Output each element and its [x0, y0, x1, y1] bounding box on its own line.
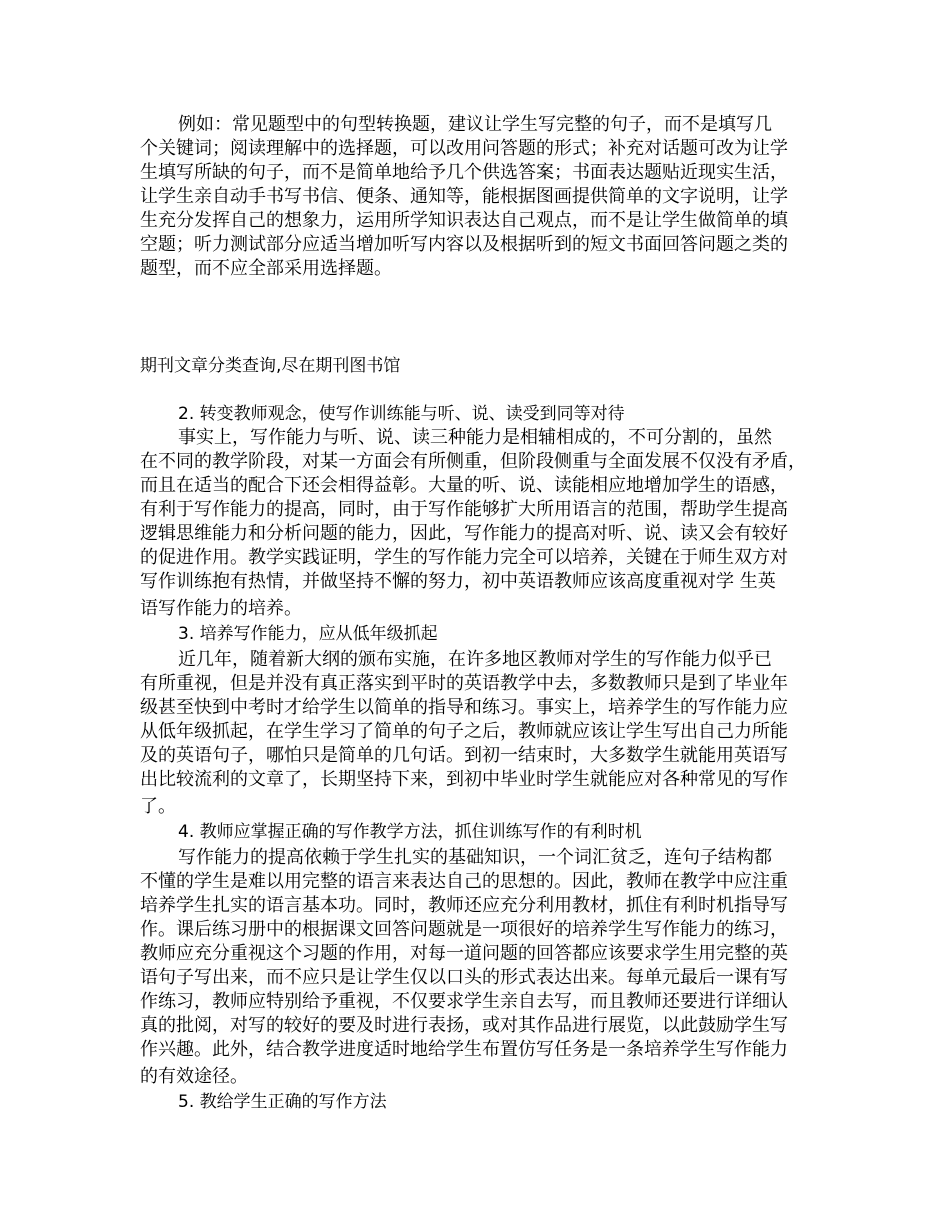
intro-line: 生填写所缺的句子，而不是简单地给予几个供选答案；书面表达题贴近现实生活，: [140, 162, 788, 183]
paragraph-line: 写作能力的提高依赖于学生扎实的基础知识，一个词汇贫乏，连句子结构都: [178, 847, 772, 868]
paragraph-line: 出比较流利的文章了，长期坚持下来，到初中毕业时学生就能应对各种常见的写作: [140, 769, 788, 790]
paragraph-line: 及的英语句子，哪怕只是简单的几句话。到初一结束时，大多数学生就能用英语写: [140, 745, 788, 766]
promo-text: 期刊文章分类查询,尽在期刊图书馆: [140, 356, 401, 376]
intro-line: 题型，而不应全部采用选择题。: [140, 258, 392, 279]
paragraph-line: 的有效途径。: [140, 1066, 248, 1087]
section-heading: 4. 教师应掌握正确的写作教学方法，抓住训练写作的有利时机: [178, 822, 642, 842]
paragraph-line: 作练习，教师应特别给予重视，不仅要求学生亲自去写，而且教师还要进行详细认: [140, 991, 788, 1012]
paragraph-line: 真的批阅，对写的较好的要及时进行表扬，或对其作品进行展览，以此鼓励学生写: [140, 1015, 788, 1036]
paragraph-line: 从低年级抓起，在学生学习了简单的句子之后，教师就应该让学生写出自己力所能: [140, 721, 788, 742]
intro-line: 空题；听力测试部分应适当增加听写内容以及根据听到的短文书面回答问题之类的: [140, 234, 788, 255]
paragraph-line: 近几年，随着新大纲的颁布实施，在许多地区教师对学生的写作能力似乎已: [178, 649, 772, 670]
paragraph-line: 的促进作用。教学实践证明，学生的写作能力完全可以培养，关键在于师生双方对: [140, 547, 788, 568]
paragraph-line: 语写作能力的培养。: [140, 598, 302, 619]
paragraph-line: 语句子写出来，而不应只是让学生仅以口头的形式表达出来。每单元最后一课有写: [140, 967, 788, 988]
intro-line: 生充分发挥自己的想象力，运用所学知识表达自己观点，而不是让学生做简单的填: [140, 210, 788, 231]
paragraph-line: 在不同的教学阶段，对某一方面会有所侧重，但阶段侧重与全面发展不仅没有矛盾，: [140, 451, 806, 472]
section-heading: 3. 培养写作能力，应从低年级抓起: [178, 624, 438, 644]
paragraph-line: 作。课后练习册中的根据课文回答问题就是一项很好的培养学生写作能力的练习，: [140, 919, 788, 940]
section-heading: 2. 转变教师观念，使写作训练能与听、说、读受到同等对待: [178, 404, 625, 424]
paragraph-line: 而且在适当的配合下还会相得益彰。大量的听、说、读能相应地增加学生的语感，: [140, 475, 788, 496]
paragraph-line: 有所重视，但是并没有真正落实到平时的英语教学中去，多数教师只是到了毕业年: [140, 673, 788, 694]
paragraph-line: 逻辑思维能力和分析问题的能力，因此，写作能力的提高对听、说、读又会有较好: [140, 523, 788, 544]
intro-line: 个关键词；阅读理解中的选择题，可以改用问答题的形式；补充对话题可改为让学: [140, 138, 788, 159]
section-heading: 5. 教给学生正确的写作方法: [178, 1092, 387, 1112]
paragraph-line: 培养学生扎实的语言基本功。同时，教师还应充分利用教材，抓住有利时机指导写: [140, 895, 788, 916]
paragraph-line: 作兴趣。此外，结合教学进度适时地给学生布置仿写任务是一条培养学生写作能力: [140, 1039, 788, 1060]
paragraph-line: 了。: [140, 796, 176, 817]
paragraph-line: 不懂的学生是难以用完整的语言来表达自己的思想的。因此，教师在教学中应注重: [140, 871, 788, 892]
paragraph-line: 写作训练抱有热情，并做坚持不懈的努力，初中英语教师应该高度重视对学 生英: [140, 571, 776, 592]
paragraph-line: 有利于写作能力的提高，同时，由于写作能够扩大所用语言的范围，帮助学生提高: [140, 499, 788, 520]
paragraph-line: 教师应充分重视这个习题的作用，对每一道问题的回答都应该要求学生用完整的英: [140, 943, 788, 964]
paragraph-line: 事实上，写作能力与听、说、读三种能力是相辅相成的，不可分割的，虽然: [178, 427, 772, 448]
intro-line: 让学生亲自动手书写书信、便条、通知等，能根据图画提供简单的文字说明，让学: [140, 186, 788, 207]
intro-line: 例如：常见题型中的句型转换题，建议让学生写完整的句子，而不是填写几: [178, 114, 772, 135]
paragraph-line: 级甚至快到中考时才给学生以简单的指导和练习。事实上，培养学生的写作能力应: [140, 697, 788, 718]
